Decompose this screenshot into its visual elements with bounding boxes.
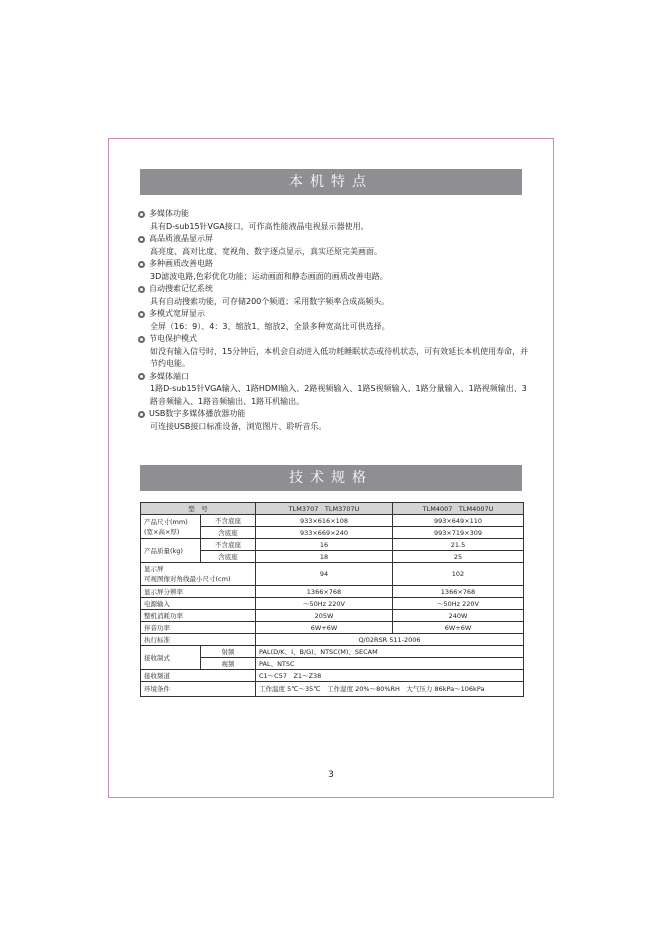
table-cell: 1366×768 [256,586,393,598]
table-row [141,634,524,646]
spec-table [140,502,524,697]
table-cell: 16 [256,539,393,551]
feature-item [138,408,530,433]
table-cell: 工作温度 5℃～35℃ 工作湿度 20%～80%RH 大气压力 86kPa～106kPa [256,682,524,697]
model-label: 型 号 [141,503,256,515]
system-label: 接收制式 [141,646,201,670]
without-stand-label: 不含底座 [201,539,256,551]
model-b: TLM4007 TLM4007U [393,503,524,515]
table-row [141,682,524,697]
feature-desc: 具有自动搜索功能，可存储200个频道；采用数字频率合成高频头。 [150,296,390,306]
weight-label: 产品质量(kg) [141,539,201,563]
table-row [141,670,524,682]
feature-desc: 1路D-sub15针VGA输入、1路HDMI输入、2路视频输入、1路S视频输入、1路分量输入、1路视频输出、3路音频输入、1路音频输出、1路耳机输出。 [150,384,527,406]
table-cell: 933×669×240 [256,527,393,539]
feature-item [138,308,530,333]
feature-item [138,208,530,233]
table-cell: 6W+6W [393,622,524,634]
feature-desc: 全屏（16：9）、4：3、缩放1、缩放2、全景多种宽高比可供选择。 [150,321,390,331]
env-label: 环境条件 [141,682,256,697]
feature-item [138,258,530,283]
table-cell: 993×649×110 [393,515,524,527]
table-cell: Q/02RSR 511-2006 [256,634,524,646]
with-stand-label: 含底座 [201,527,256,539]
table-cell: 240W [393,610,524,622]
table-row [141,610,524,622]
feature-title: 多种画质改善电路 [149,259,213,268]
table-cell: C1～C57 Z1～Z38 [256,670,524,682]
table-cell: 25 [393,551,524,563]
feature-title: 多媒体端口 [149,371,189,381]
feature-item [138,371,530,409]
bullet-icon [138,261,145,268]
feature-item [138,333,530,371]
feature-desc: 具有D-sub15针VGA接口，可作高性能液晶电视显示器使用。 [150,221,369,231]
table-row [141,515,524,527]
table-cell: PAL、NTSC [256,658,524,670]
bullet-icon [138,311,145,318]
table-cell: 18 [256,551,393,563]
rf-label: 射频 [201,646,256,658]
bullet-icon [138,336,145,343]
table-cell: PAL(D/K、I、B/G)、NTSC(M)、SECAM [256,646,524,658]
feature-title: USB数字多媒体播放器功能 [149,409,246,418]
feature-item [138,283,530,308]
table-cell: 1366×768 [393,586,524,598]
table-row [141,539,524,551]
feature-title: 节电保护模式 [149,334,197,343]
video-label: 视频 [201,658,256,670]
table-cell: ～50Hz 220V [393,598,524,610]
table-cell: 6W+6W [256,622,393,634]
table-row [141,563,524,586]
table-row [141,598,524,610]
power-consumption-label: 整机消耗功率 [141,610,256,622]
page-number: 3 [328,770,334,780]
table-row [141,586,524,598]
resolution-label: 显示屏分辨率 [141,586,256,598]
table-cell: 94 [256,563,393,586]
feature-title: 多模式宽屏显示 [149,309,205,318]
table-cell: ～50Hz 220V [256,598,393,610]
with-stand-label: 含底座 [201,551,256,563]
feature-title: 自动搜索记忆系统 [149,284,213,293]
features-list [138,208,530,433]
bullet-icon [138,286,145,293]
bullet-icon [138,211,145,218]
size-label: 产品尺寸(mm) (宽×高×厚) [141,515,201,539]
features-section-title: 本机特点 [140,169,522,195]
feature-desc: 可连接USB接口标准设备，浏览图片、聆听音乐。 [150,421,327,431]
power-input-label: 电源输入 [141,598,256,610]
bullet-icon [138,411,145,418]
table-row [141,503,524,515]
feature-desc: 如没有输入信号时，15分钟后，本机会自动进入低功耗睡眠状态或待机状态，可有效延长本机使用寿命，并节约电能。 [150,346,529,368]
standard-label: 执行标准 [141,634,256,646]
audio-power-label: 伴音功率 [141,622,256,634]
table-row [141,646,524,658]
table-cell: 102 [393,563,524,586]
feature-title: 高品质液晶显示屏 [149,234,213,243]
table-cell: 933×616×108 [256,515,393,527]
feature-desc: 3D滤波电路,色彩优化功能；运动画面和静态画面的画质改善电路。 [150,271,388,281]
screen-label: 显示屏 可视图像对角线最小尺寸(cm) [141,563,256,586]
table-cell: 21.5 [393,539,524,551]
model-a: TLM3707 TLM3707U [256,503,393,515]
table-row [141,622,524,634]
bullet-icon [138,373,145,380]
without-stand-label: 不含底座 [201,515,256,527]
feature-desc: 高亮度、高对比度、宽视角、数字逐点显示，真实还原完美画面。 [150,246,382,256]
feature-title: 多媒体功能 [149,209,189,218]
feature-item [138,233,530,258]
specs-section-title: 技术规格 [140,465,522,491]
channels-label: 接收频道 [141,670,256,682]
table-cell: 993×719×309 [393,527,524,539]
bullet-icon [138,236,145,243]
table-cell: 205W [256,610,393,622]
